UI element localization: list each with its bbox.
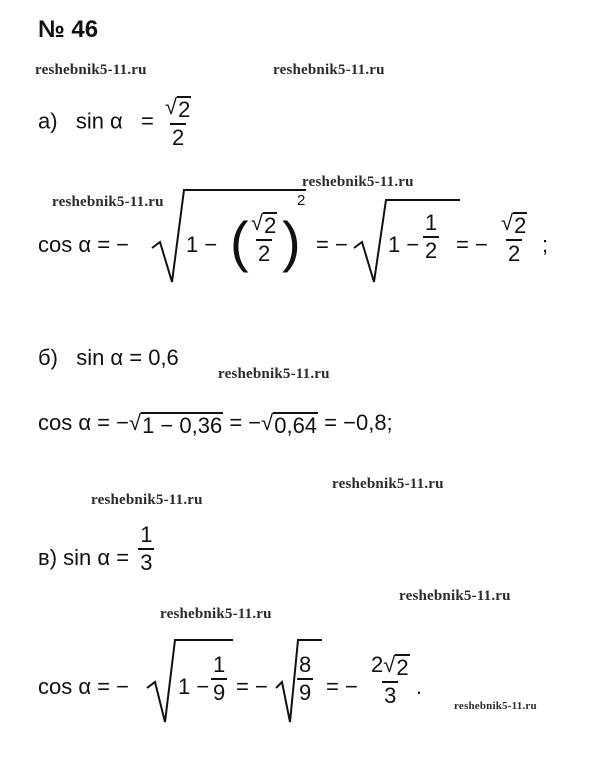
radicand-2: 1 −	[388, 232, 420, 257]
exponent: 2	[297, 192, 306, 209]
part-a-radicand: 1 −	[186, 232, 218, 257]
eight-ninths: $\frac{8}{9}$	[299, 652, 312, 705]
result-fraction: √ 2 2	[501, 210, 527, 267]
watermark: reshebnik5-11.ru	[160, 606, 272, 622]
equals-minus: = −	[316, 232, 348, 257]
result-fraction-c: 2 √ 2 3	[371, 652, 409, 709]
watermark: reshebnik5-11.ru	[399, 588, 511, 604]
watermark: reshebnik5-11.ru	[52, 194, 164, 210]
problem-number: № 46	[38, 16, 99, 43]
part-c-label: в)	[38, 544, 58, 570]
part-a-cos-lhs: cos α = −	[38, 232, 129, 257]
equals-sign: =	[141, 108, 154, 134]
part-a-label: а)	[38, 108, 58, 134]
equals-minus: = −	[326, 674, 358, 699]
radicand-c1: 1 −	[178, 674, 210, 699]
watermark: reshebnik5-11.ru	[218, 366, 330, 382]
watermark: reshebnik5-11.ru	[273, 62, 385, 78]
watermark: reshebnik5-11.ru	[35, 62, 147, 78]
half-fraction: $\frac{1}{2}$	[425, 210, 438, 263]
part-b-cos: cos α = − √ 1 − 0,36 = − √ 0,64 = −0,8;	[38, 410, 393, 438]
right-paren: )	[282, 210, 301, 273]
part-a-given	[38, 96, 196, 149]
part-b-given: б) sin α = 0,6	[38, 345, 179, 370]
equals-minus: = −	[236, 674, 268, 699]
watermark: reshebnik5-11.ru	[91, 492, 203, 508]
part-b-label: б)	[38, 345, 58, 370]
watermark: reshebnik5-11.ru	[302, 174, 414, 190]
fraction-sqrt2-over-2: √ 2 2	[165, 94, 191, 151]
period: .	[416, 674, 423, 699]
watermark: reshebnik5-11.ru	[454, 700, 537, 712]
part-c-cos-lhs: cos α = −	[38, 674, 129, 699]
part-c-given: в) sin α = $\frac{1}{3}$	[38, 522, 153, 575]
equals-minus: = −	[456, 232, 488, 257]
semicolon: ;	[542, 232, 549, 257]
left-paren: (	[230, 210, 249, 273]
part-a-sin: sin α	[75, 108, 123, 134]
ninth-fraction: $\frac{1}{9}$	[213, 652, 226, 705]
watermark: reshebnik5-11.ru	[332, 476, 444, 492]
inner-fraction: √ 2 2	[251, 210, 277, 267]
